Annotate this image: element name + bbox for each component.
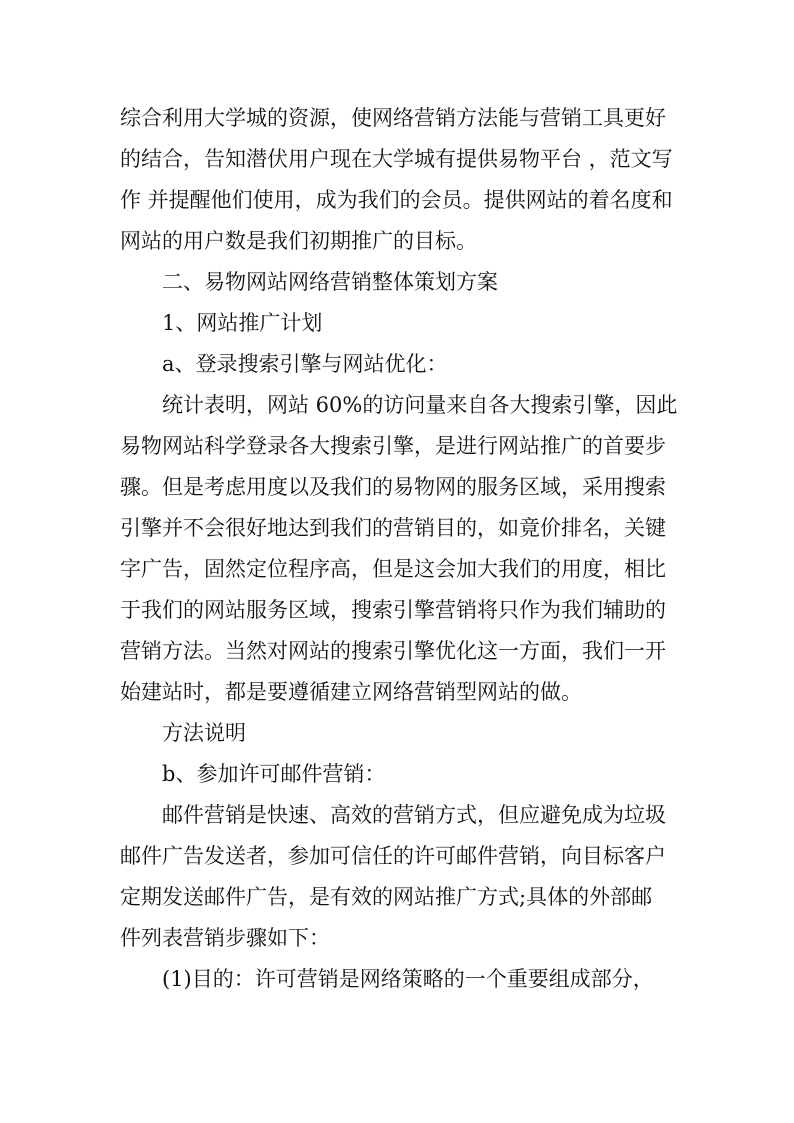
text-line: 作 并提醒他们使用，成为我们的会员。提供网站的着名度和 (120, 188, 673, 212)
text-line: 始建站时，都是要遵循建立网络营销型网站的做。 (120, 680, 582, 704)
item-heading-a: a、登录搜索引擎与网站优化： (162, 352, 448, 376)
text-line: 易物网站科学登录各大搜索引擎，是进行网站推广的首要步 (120, 434, 666, 458)
paragraph-start: 统计表明，网站 60%的访问量来自各大搜索引擎，因此 (162, 393, 678, 417)
text-line: 邮件广告发送者，参加可信任的许可邮件营销，向目标客户 (120, 844, 666, 868)
text-line: 综合利用大学城的资源，使网络营销方法能与营销工具更好 (120, 106, 666, 130)
text-line: 骤。但是考虑用度以及我们的易物网的服务区域，采用搜索 (120, 475, 666, 499)
subsection-heading: 1、网站推广计划 (162, 311, 323, 335)
text-line: 定期发送邮件广告，是有效的网站推广方式;具体的外部邮 (120, 885, 653, 909)
item-heading-b: b、参加许可邮件营销： (162, 762, 386, 786)
text-line: 件列表营销步骤如下： (120, 926, 330, 950)
text-line: 引擎并不会很好地达到我们的营销目的，如竟价排名，关键 (120, 516, 666, 540)
paragraph-start: 邮件营销是快速、高效的营销方式，但应避免成为垃圾 (162, 803, 666, 827)
text-line: 于我们的网站服务区域，搜索引擎营销将只作为我们辅助的 (120, 598, 666, 622)
text-line: 网站的用户数是我们初期推广的目标。 (120, 229, 477, 253)
section-heading: 二、易物网站网络营销整体策划方案 (162, 270, 498, 294)
text-line: 营销方法。当然对网站的搜索引擎优化这一方面，我们一开 (120, 639, 666, 663)
text-line: 字广告，固然定位程序高，但是这会加大我们的用度，相比 (120, 557, 666, 581)
method-label: 方法说明 (162, 721, 246, 745)
text-line: 的结合，告知潜伏用户现在大学城有提供易物平台 ，范文写 (120, 147, 673, 171)
numbered-item: (1)目的：许可营销是网络策略的一个重要组成部分， (162, 967, 654, 991)
document-body (120, 98, 680, 1000)
